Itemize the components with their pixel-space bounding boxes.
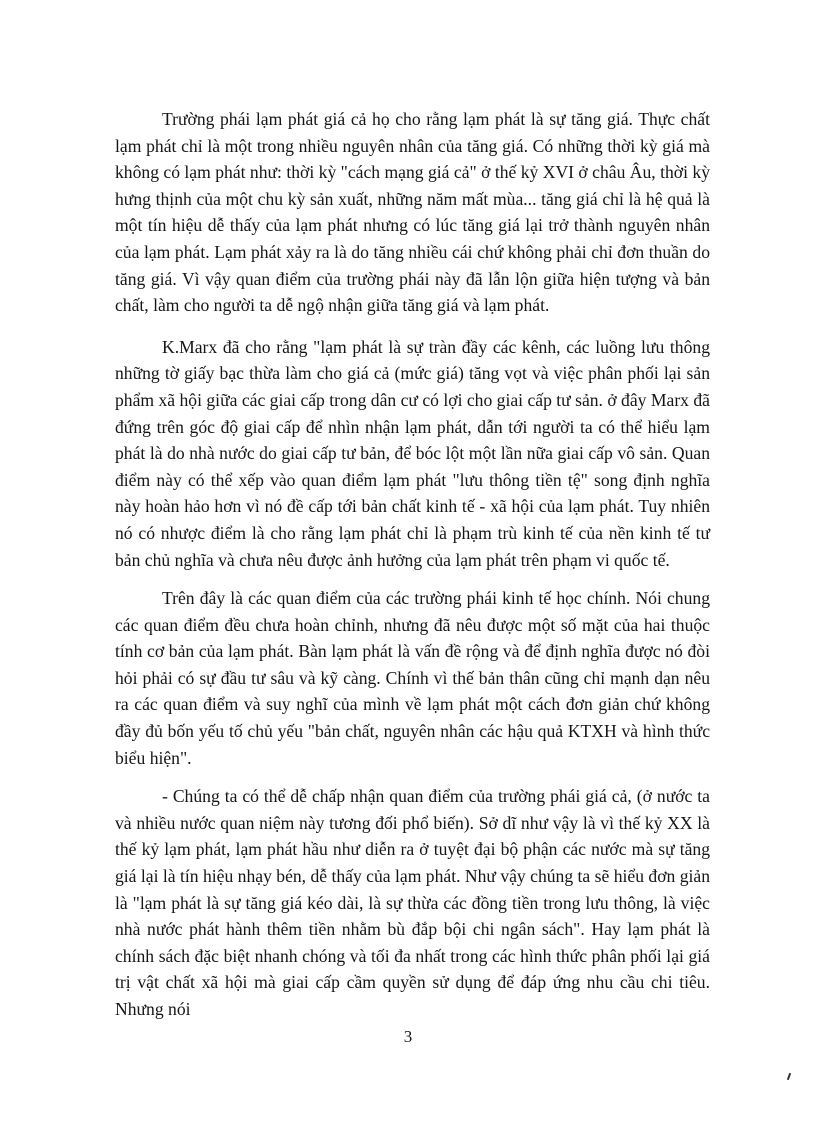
page-number: 3 [403, 1027, 413, 1046]
scan-mark [787, 1073, 791, 1080]
paragraph-summary: Trên đây là các quan điểm của các trường phái kinh tế học chính. Nói chung các quan điểm đều chưa hoàn chỉnh, nhưng đã nêu được một số mặt của hai thuộc tính cơ bản của lạm phát. Bàn lạm phát là vấn đề rộng và để định nghĩa được nó đòi hỏi phải có sự đầu tư sâu và kỹ càng. Chính vì thế bản thân cũng chỉ mạnh dạn nêu ra các quan điểm và suy nghĩ của mình về lạm phát một cách đơn giản chứ không đầy đủ bốn yếu tố chủ yếu "bản chất, nguyên nhân các hậu quả KTXH và hình thức biểu hiện". [115, 588, 710, 768]
paragraph-conclusion: - Chúng ta có thể dễ chấp nhận quan điểm của trường phái giá cả, (ở nước ta và nhiều nước quan niệm này tương đối phổ biến). Sở dĩ như vậy là vì thế kỷ XX là thế kỷ lạm phát, lạm phát hầu như diễn ra ở tuyệt đại bộ phận các nước mà sự tăng giá lại là tín hiệu nhạy bén, dễ thấy của lạm phát. Như vậy chúng ta sẽ hiểu đơn giản là "lạm phát là sự tăng giá kéo dài, là sự thừa các đồng tiền trong lưu thông, là việc nhà nước phát hành thêm tiền nhằm bù đắp bội chi ngân sách". Hay lạm phát là chính sách đặc biệt nhanh chóng và tối đa nhất trong các hình thức phân phối lại giá trị vật chất xã hội mà giai cấp cầm quyền sử dụng để đáp ứng nhu cầu chi tiêu. Nhưng nói [115, 786, 710, 1019]
document-body [115, 106, 710, 1023]
paragraph-marx-view: K.Marx đã cho rằng "lạm phát là sự tràn đầy các kênh, các luồng lưu thông những tờ giấy bạc thừa làm cho giá cả (mức giá) tăng vọt và việc phân phối lại sản phẩm xã hội giữa các giai cấp trong dân cư có lợi cho giai cấp tư sản. ở đây Marx đã đứng trên góc độ giai cấp để nhìn nhận lạm phát, dẫn tới người ta có thể hiểu lạm phát là do nhà nước do giai cấp tư bản, để bóc lột một lần nữa giai cấp vô sản. Quan điểm này có thể xếp vào quan điểm lạm phát "lưu thông tiền tệ" song định nghĩa này hoàn hảo hơn vì nó đề cấp tới bản chất kinh tế - xã hội của lạm phát. Tuy nhiên nó có nhược điểm là cho rằng lạm phát chỉ là phạm trù kinh tế của nền kinh tế tư bản chủ nghĩa và chưa nêu được ảnh hưởng của lạm phát trên phạm vi quốc tế. [115, 336, 710, 570]
paragraph-price-school: Trường phái lạm phát giá cả họ cho rằng lạm phát là sự tăng giá. Thực chất lạm phát chỉ là một trong nhiều nguyên nhân của tăng giá. Có những thời kỳ giá mà không có lạm phát như: thời kỳ "cách mạng giá cả" ở thế kỷ XVI ở châu Âu, thời kỳ hưng thịnh của một chu kỳ sản xuất, những năm mất mùa... tăng giá chỉ là hệ quả là một tín hiệu dễ thấy của lạm phát nhưng có lúc tăng giá lại trở thành nguyên nhân của lạm phát. Lạm phát xảy ra là do tăng nhiều cái chứ không phải chỉ đơn thuần do tăng giá. Vì vậy quan điểm của trường phái này đã lẫn lộn giữa hiện tượng và bản chất, làm cho người ta dễ ngộ nhận giữa tăng giá và lạm phát. [115, 109, 710, 316]
